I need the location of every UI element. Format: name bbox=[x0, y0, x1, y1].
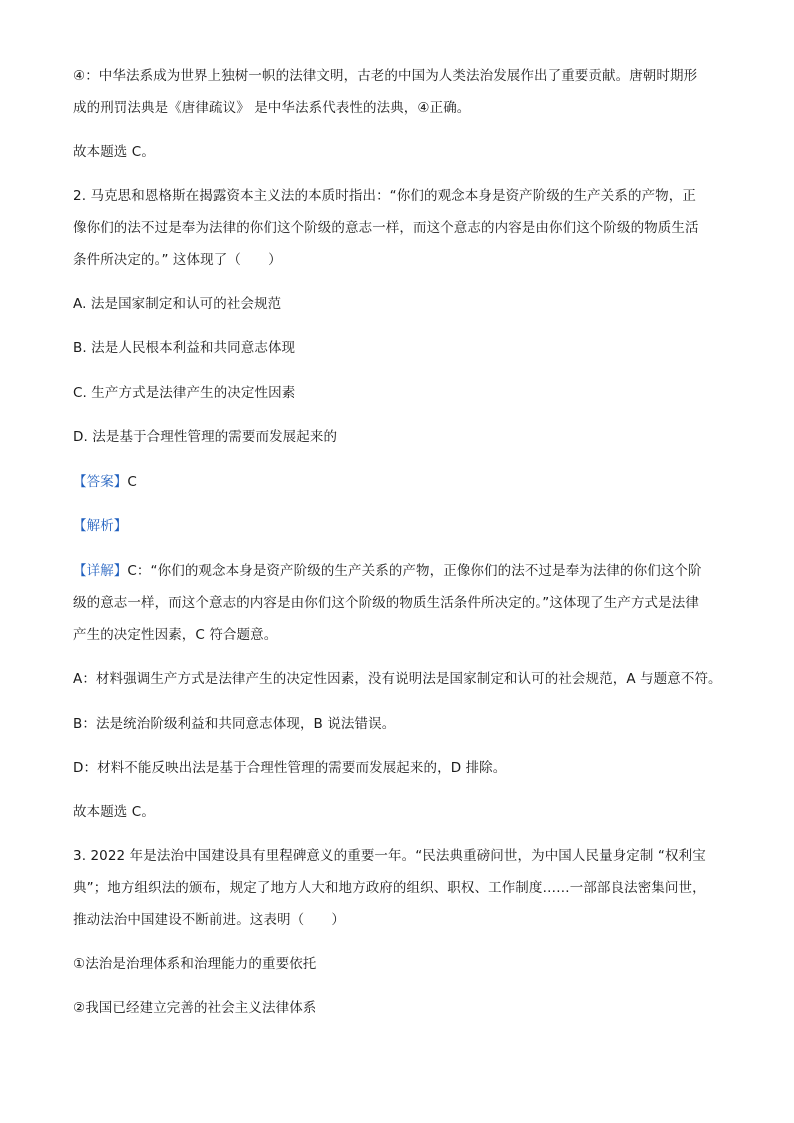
analysis-label-text: 【解析】 bbox=[73, 518, 128, 534]
question2-line-1: 2. 马克思和恩格斯在揭露资本主义法的本质时指出：“你们的观念本身是资产阶级的生产关系的产物，正 bbox=[73, 188, 696, 204]
answer-row bbox=[73, 472, 137, 492]
answer-label: 【答案】 bbox=[73, 474, 128, 490]
option-d: D. 法是基于合理性管理的需要而发展起来的 bbox=[73, 429, 338, 445]
detail-line-3: 产生的决定性因素，C 符合题意。 bbox=[73, 627, 278, 643]
question2-line-3: 条件所决定的。” 这体现了（ ） bbox=[73, 252, 282, 268]
question3-item-2: ②我国已经建立完善的社会主义法律体系 bbox=[73, 1000, 317, 1016]
question3-line-1: 3. 2022 年是法治中国建设具有里程碑意义的重要一年。“民法典重磅问世，为中国人民量身定制 “权利宝 bbox=[73, 848, 706, 864]
conclusion-q2: 故本题选 C。 bbox=[73, 804, 155, 820]
explanation-d: D：材料不能反映出法是基于合理性管理的需要而发展起来的，D 排除。 bbox=[73, 760, 507, 776]
option-a: A. 法是国家制定和认可的社会规范 bbox=[73, 296, 282, 312]
question3-item-1: ①法治是治理体系和治理能力的重要依托 bbox=[73, 956, 317, 972]
answer-value: C bbox=[127, 474, 137, 490]
detail-line-2: 级的意志一样，而这个意志的内容是由你们这个阶级的物质生活条件所决定的。”这体现了生产方式是法律 bbox=[73, 595, 699, 611]
detail-line-1 bbox=[73, 561, 702, 581]
question2-line-2: 像你们的法不过是奉为法律的你们这个阶级的意志一样，而这个意志的内容是由你们这个阶级的物质生活 bbox=[73, 220, 699, 236]
detail-text-1: C：“你们的观念本身是资产阶级的生产关系的产物，正像你们的法不过是奉为法律的你们这个阶 bbox=[127, 563, 702, 579]
explanation-b: B：法是统治阶级利益和共同意志体现，B 说法错误。 bbox=[73, 716, 396, 732]
question3-line-3: 推动法治中国建设不断前进。这表明（ ） bbox=[73, 912, 345, 928]
item4-line-1: ④：中华法系成为世界上独树一帜的法律文明，古老的中国为人类法治发展作出了重要贡献。唐朝时期形 bbox=[73, 68, 698, 84]
analysis-label bbox=[73, 516, 127, 536]
option-c: C. 生产方式是法律产生的决定性因素 bbox=[73, 385, 296, 401]
item4-line-2: 成的刑罚法典是《唐律疏议》 是中华法系代表性的法典，④正确。 bbox=[73, 100, 471, 116]
question3-line-2: 典”；地方组织法的颁布，规定了地方人大和地方政府的组织、职权、工作制度……一部部良法密集问世， bbox=[73, 880, 706, 896]
detail-label: 【详解】 bbox=[73, 563, 128, 579]
conclusion-q1: 故本题选 C。 bbox=[73, 144, 155, 160]
explanation-a: A：材料强调生产方式是法律产生的决定性因素，没有说明法是国家制定和认可的社会规范，A 与题意不符。 bbox=[73, 671, 722, 687]
option-b: B. 法是人民根本利益和共同意志体现 bbox=[73, 340, 296, 356]
